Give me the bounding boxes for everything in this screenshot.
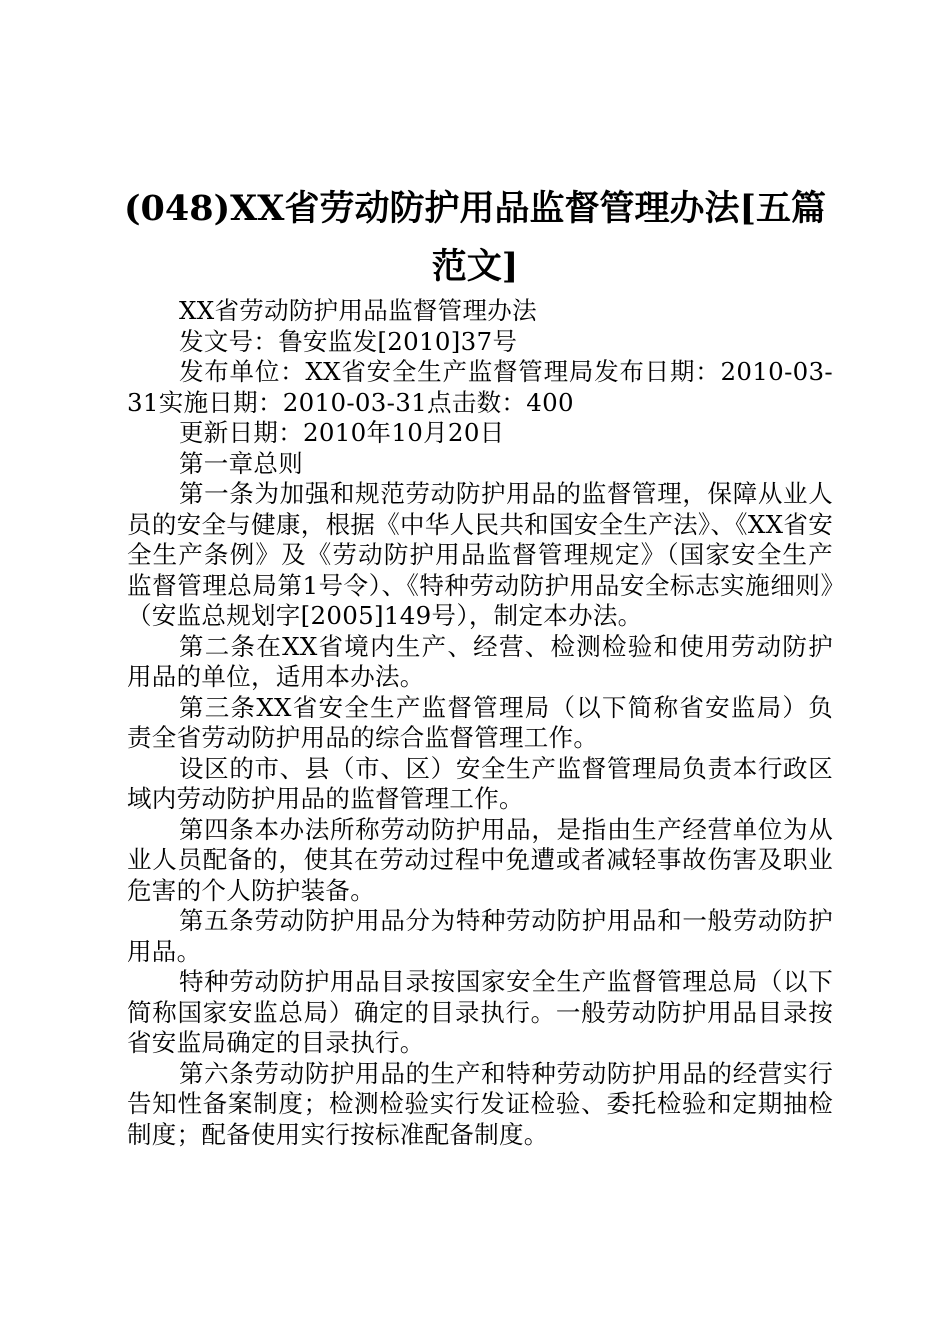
paragraph-article-4: 第四条本办法所称劳动防护用品，是指由生产经营单位为从业人员配备的，使其在劳动过程中免遭或者减轻事故伤害及职业危害的个人防护装备。 bbox=[127, 814, 833, 905]
paragraph-article-3-cont: 设区的市、县（市、区）安全生产监督管理局负责本行政区域内劳动防护用品的监督管理工作。 bbox=[127, 753, 833, 813]
paragraph-article-3: 第三条XX省安全生产监督管理局（以下简称省安监局）负责全省劳动防护用品的综合监督管理工作。 bbox=[127, 692, 833, 752]
document-title: (048)XX省劳动防护用品监督管理办法[五篇范文] bbox=[123, 188, 827, 287]
paragraph-article-5: 第五条劳动防护用品分为特种劳动防护用品和一般劳动防护用品。 bbox=[127, 906, 833, 966]
paragraph-article-2: 第二条在XX省境内生产、经营、检测检验和使用劳动防护用品的单位，适用本办法。 bbox=[127, 631, 833, 691]
paragraph-heading-name: XX省劳动防护用品监督管理办法 bbox=[179, 296, 537, 325]
paragraph-article-5-cont: 特种劳动防护用品目录按国家安全生产监督管理总局（以下简称国家安监总局）确定的目录执行。一般劳动防护用品目录按省安监局确定的目录执行。 bbox=[127, 967, 833, 1057]
paragraph-publisher-info: 发布单位：XX省安全生产监督管理局发布日期：2010-03-31实施日期：2010-03-31点击数：400 bbox=[127, 357, 833, 417]
paragraph-doc-number: 发文号：鲁安监发[2010]37号 bbox=[179, 326, 518, 356]
paragraph-update-date: 更新日期：2010年10月20日 bbox=[179, 418, 505, 447]
document-body bbox=[127, 296, 833, 1150]
paragraph-article-6: 第六条劳动防护用品的生产和特种劳动防护用品的经营实行告知性备案制度；检测检验实行发证检验、委托检验和定期抽检制度；配备使用实行按标准配备制度。 bbox=[127, 1058, 833, 1149]
paragraph-article-1: 第一条为加强和规范劳动防护用品的监督管理，保障从业人员的安全与健康，根据《中华人民共和国安全生产法》、《XX省安全生产条例》及《劳动防护用品监督管理规定》（国家安全生产监督管理总局第1号令）、《特种劳动防护用品安全标志实施细则》（安监总规划字[2005]149号），制定本办法。 bbox=[127, 479, 833, 630]
paragraph-chapter-heading: 第一章总则 bbox=[179, 448, 303, 478]
